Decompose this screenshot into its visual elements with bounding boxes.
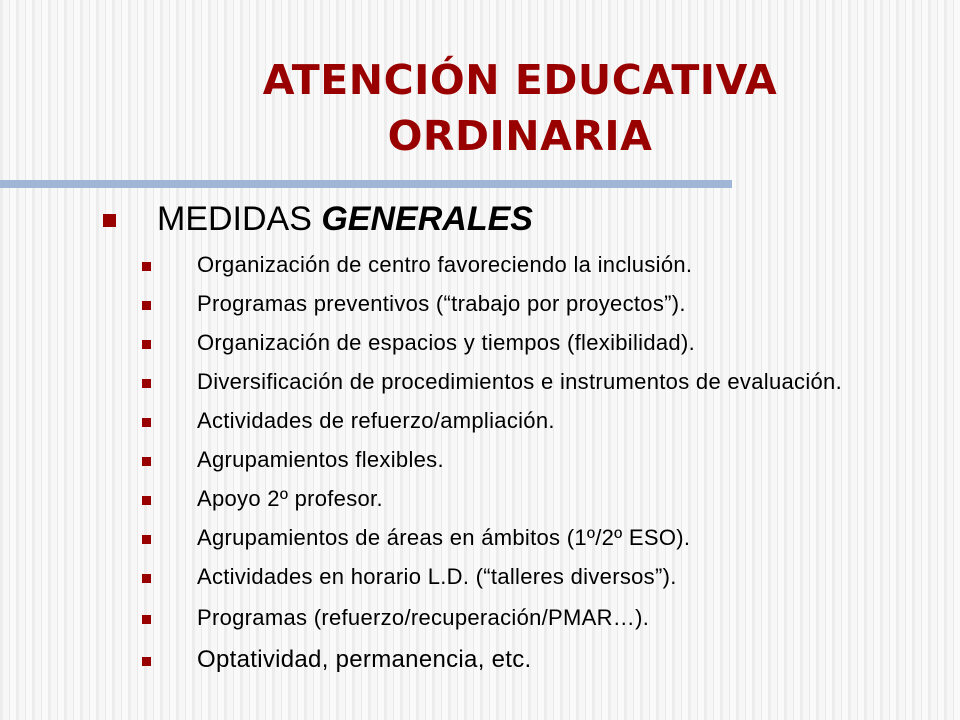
square-bullet-icon	[142, 574, 151, 583]
list-item-text: Programas preventivos (“trabajo por proyectos”).	[197, 291, 686, 316]
list-item-text: Programas (refuerzo/recuperación/PMAR…).	[197, 605, 650, 630]
list-item-text: Apoyo 2º profesor.	[197, 486, 383, 511]
square-bullet-icon	[103, 214, 116, 227]
list-item	[142, 525, 910, 551]
list-item-text: Optatividad, permanencia, etc.	[197, 646, 532, 673]
square-bullet-icon	[142, 657, 151, 666]
list-item-text: Organización de centro favoreciendo la inclusión.	[197, 252, 693, 277]
list-item	[142, 564, 910, 590]
list-item-text: Actividades en horario L.D. (“talleres diversos”).	[197, 564, 677, 589]
list-item-text: Agrupamientos flexibles.	[197, 447, 444, 472]
square-bullet-icon	[142, 379, 151, 388]
measures-list	[142, 252, 910, 674]
square-bullet-icon	[142, 457, 151, 466]
list-item	[142, 447, 910, 473]
list-item	[142, 330, 910, 356]
square-bullet-icon	[142, 418, 151, 427]
list-item	[142, 408, 910, 434]
square-bullet-icon	[142, 301, 151, 310]
list-item	[142, 369, 910, 395]
list-item	[142, 646, 910, 674]
square-bullet-icon	[142, 535, 151, 544]
list-item-text: Actividades de refuerzo/ampliación.	[197, 408, 555, 433]
list-item	[142, 605, 910, 631]
title-line-2: ORDINARIA	[387, 112, 653, 160]
list-item	[142, 252, 910, 278]
list-item-text: Organización de espacios y tiempos (flexibilidad).	[197, 330, 696, 355]
list-item-text: Diversificación de procedimientos e instrumentos de evaluación.	[197, 369, 842, 394]
square-bullet-icon	[142, 262, 151, 271]
list-item	[142, 486, 910, 512]
list-item	[142, 291, 910, 317]
slide-title	[120, 52, 920, 164]
section-heading-text	[157, 196, 533, 242]
title-divider	[0, 180, 732, 188]
square-bullet-icon	[142, 496, 151, 505]
list-item-text: Agrupamientos de áreas en ámbitos (1º/2º ESO).	[197, 525, 691, 550]
heading-emphasis: GENERALES	[321, 200, 533, 238]
title-line-1: ATENCIÓN EDUCATIVA	[262, 56, 778, 104]
heading-plain: MEDIDAS	[157, 200, 322, 238]
square-bullet-icon	[142, 340, 151, 349]
square-bullet-icon	[142, 615, 151, 624]
